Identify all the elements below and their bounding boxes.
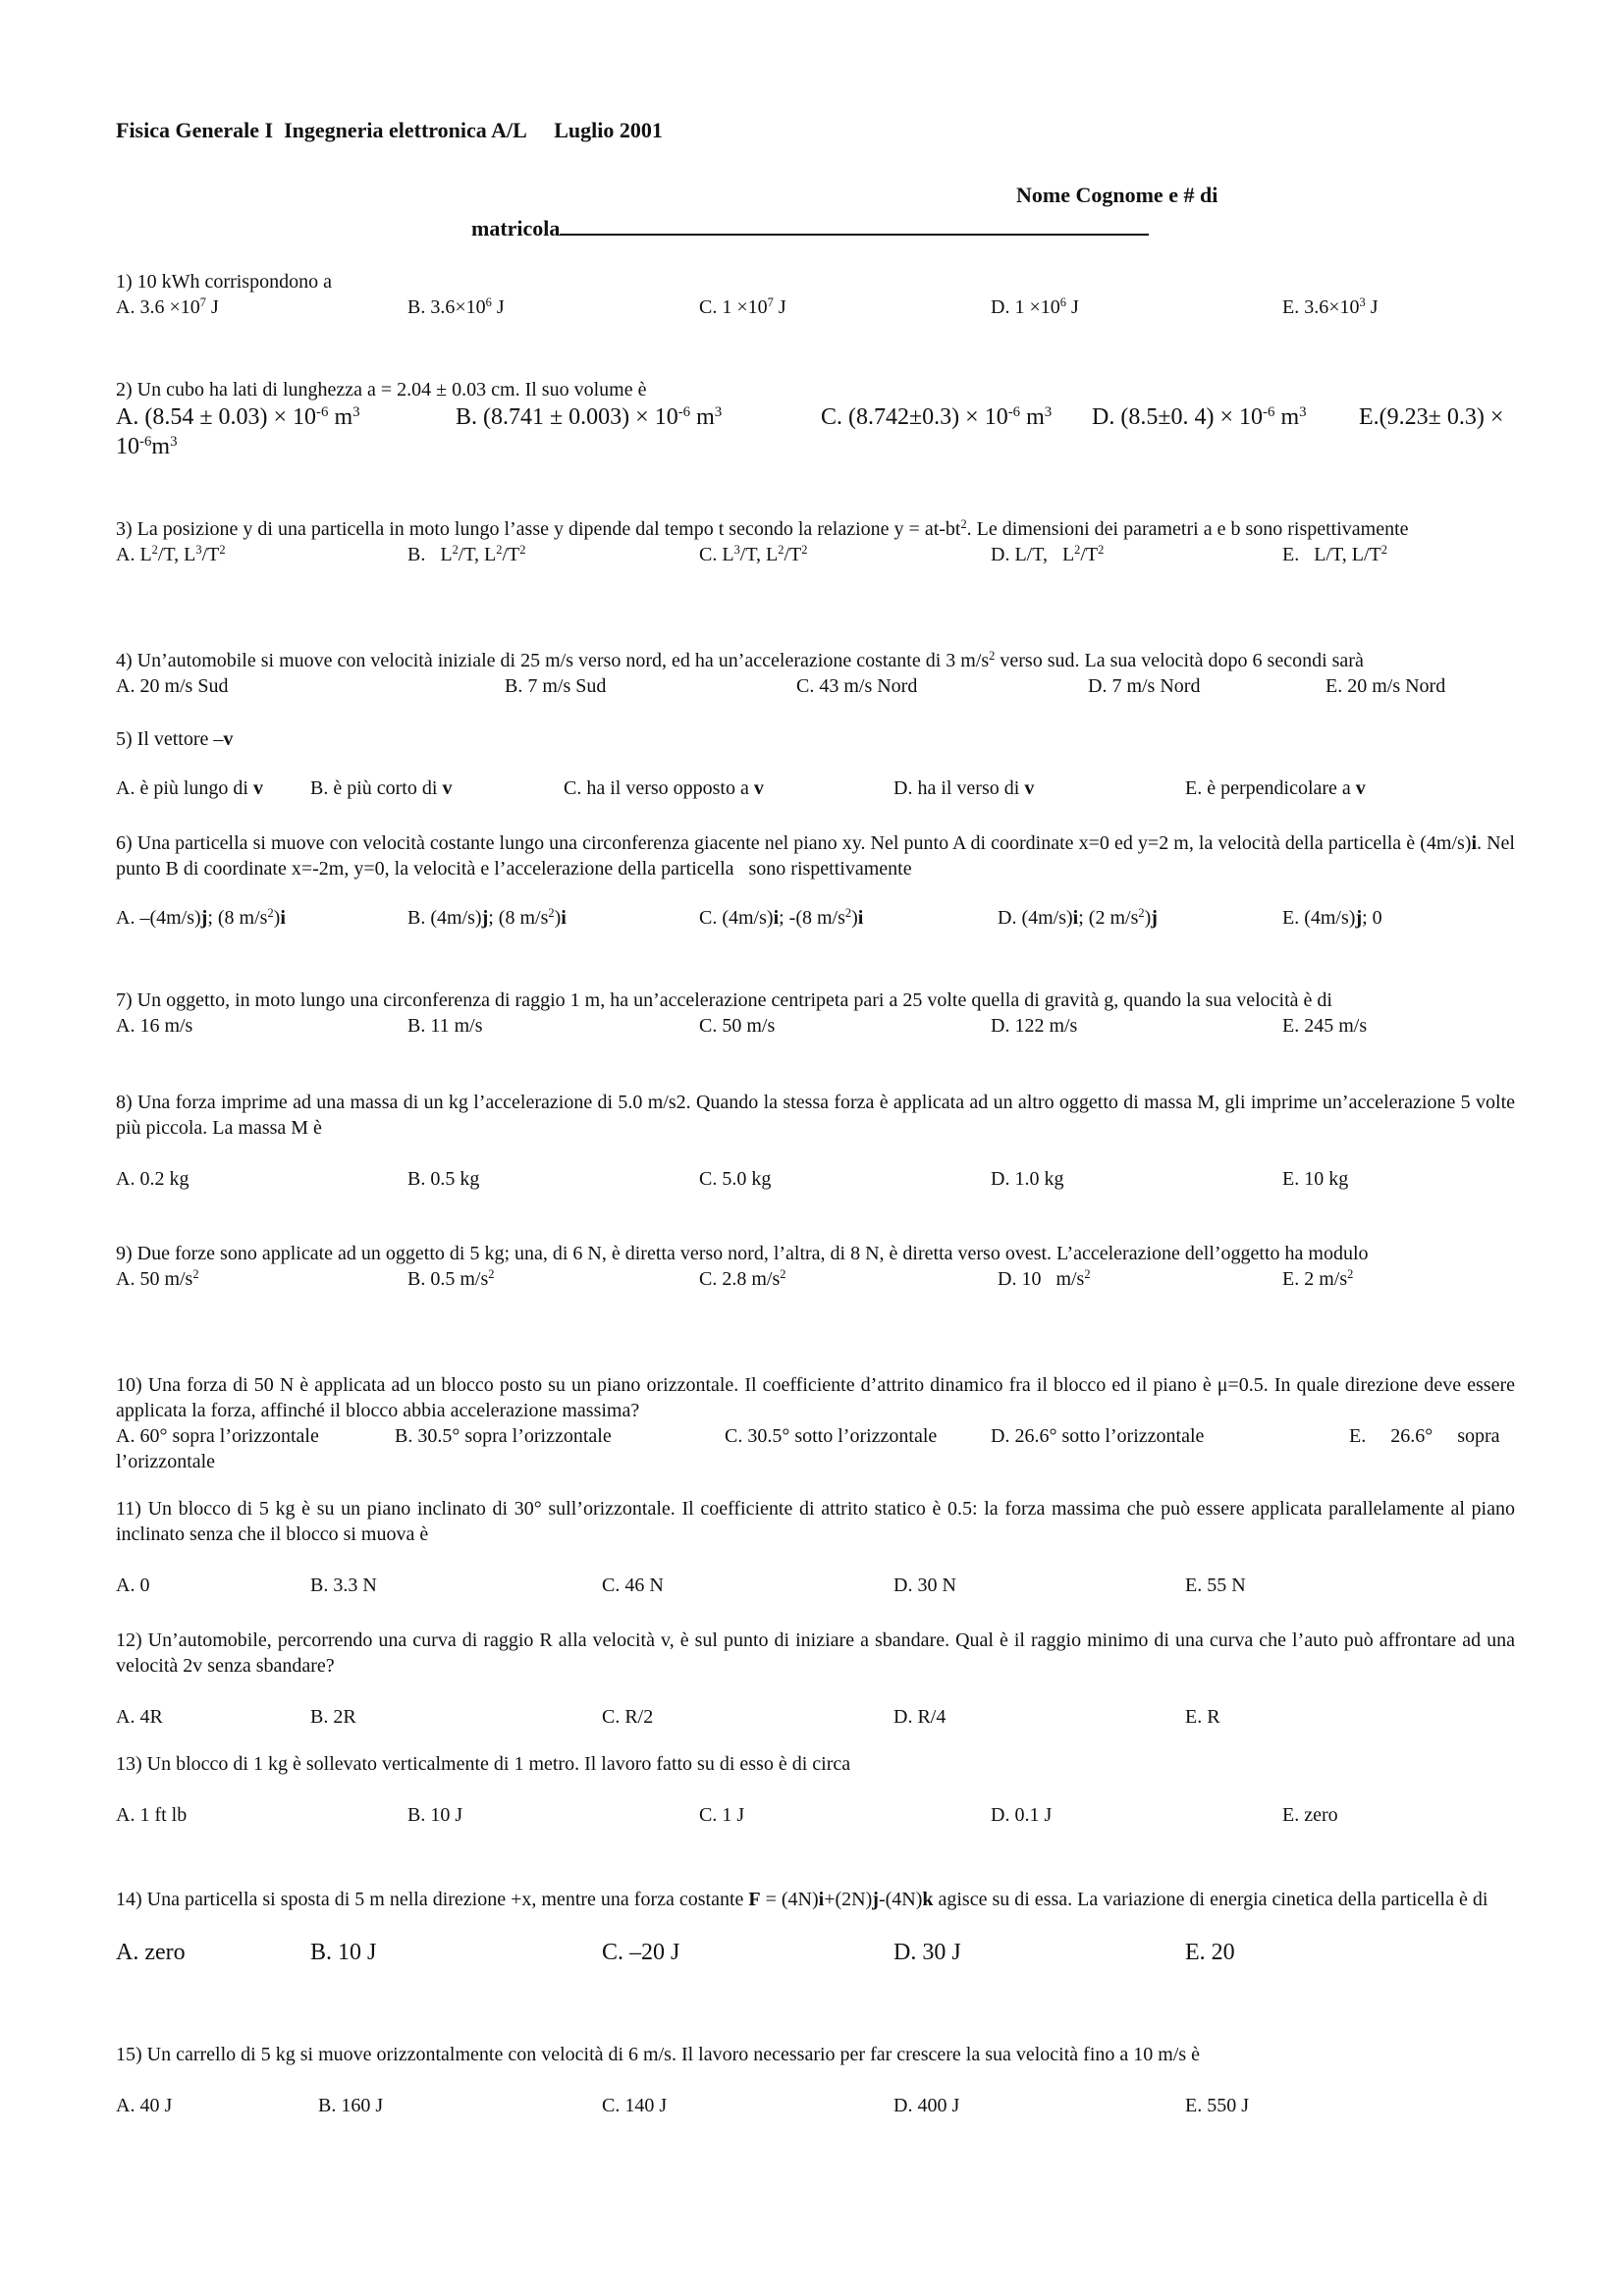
question-7 — [116, 988, 1515, 1039]
question-2 — [116, 377, 1515, 461]
option-b: B. 3.3 N — [310, 1575, 377, 1596]
option-e: E. 20 — [1185, 1940, 1235, 1965]
option-row — [116, 1166, 1515, 1192]
option-d: D. 0.1 J — [991, 1804, 1053, 1826]
option-e: E. 20 m/s Nord — [1325, 675, 1446, 697]
name-label: Nome Cognome e # di — [1016, 183, 1218, 207]
option-a: A. 50 $m/s^2$ — [116, 1267, 199, 1290]
question-stem: 12) Un’automobile, percorrendo una curva di raggio R alla velocità v, è sul punto di iniziare a sbandare. Qual è il raggio minimo di una curva che l’auto può affrontare ad una velocità 2v senza sbandare? — [116, 1629, 1515, 1677]
option-d: D. R/4 — [893, 1706, 947, 1728]
option-c: C. 46 N — [602, 1575, 664, 1596]
option-b: B. (4m/s)j; (8 $m/s^2)i$ — [407, 906, 567, 929]
option-b: B. 0.5 $m/s^2$ — [407, 1267, 495, 1290]
matricola-row — [471, 214, 1149, 241]
option-d: D. 26.6° sotto l’orizzontale — [991, 1425, 1205, 1447]
matricola-label: matricola — [471, 216, 561, 240]
option-c: C. 50 m/s — [699, 1015, 776, 1037]
option-a: A. 16 m/s — [116, 1015, 193, 1037]
option-d: D. 30 J — [893, 1940, 961, 1965]
option-e: E. R — [1185, 1706, 1220, 1728]
question-12 — [116, 1628, 1515, 1730]
question-4 — [116, 648, 1515, 699]
option-b: B. 160 J — [318, 2095, 384, 2116]
option-b: B. $3.6\times 10^6$ J — [407, 295, 505, 318]
question-stem: 11) Un blocco di 5 kg è su un piano inclinato di 30° sull’orizzontale. Il coefficiente di attrito statico è 0.5: la forza massima che può essere applicata parallelamente al piano inclinato senza che il blocco si muova è — [116, 1498, 1515, 1545]
option-a: A. –(4m/s)j; (8 $m/s^2)i$ — [116, 906, 286, 929]
option-d: D. (8.5±0. $4) \times 10^{-6}$ $m^3$ — [1092, 403, 1307, 430]
option-c: C. 5.0 kg — [699, 1168, 772, 1190]
option-e: E. 245 m/s — [1282, 1015, 1368, 1037]
option-row — [116, 1938, 1515, 1967]
option-d: D. ha il verso di v — [893, 777, 1035, 799]
option-d: D. $1 \times 10^6$ J — [991, 295, 1079, 318]
option-b: B. $L^2/T$, $L^2/T^2$ — [407, 543, 526, 565]
option-b: B. 7 m/s Sud — [505, 675, 607, 697]
option-b: B. è più corto di v — [310, 777, 453, 799]
question-1 — [116, 269, 1515, 320]
question-3 — [116, 516, 1515, 567]
option-c: C. 140 J — [602, 2095, 668, 2116]
course-name: Fisica Generale I — [116, 118, 274, 142]
question-stem: 13) Un blocco di 1 kg è sollevato verticalmente di 1 metro. Il lavoro fatto su di esso è di circa — [116, 1753, 851, 1775]
option-row — [116, 1013, 1515, 1039]
option-a: A. 1 ft lb — [116, 1804, 188, 1826]
option-d: D. 400 J — [893, 2095, 960, 2116]
option-b: B. 30.5° sopra l’orizzontale — [395, 1425, 612, 1447]
option-a: A. è più lungo di v — [116, 777, 263, 799]
option-row — [116, 1423, 1515, 1449]
option-d: D. L/T, $L^2/T^2$ — [991, 543, 1105, 565]
question-15 — [116, 2042, 1515, 2118]
option-e: E. 2 $m/s^2$ — [1282, 1267, 1354, 1290]
option-row — [116, 905, 1515, 931]
option-row — [116, 1573, 1515, 1598]
question-9 — [116, 1241, 1515, 1292]
option-a: A. 20 m/s Sud — [116, 675, 229, 697]
option-a: A. 40 J — [116, 2095, 173, 2116]
question-8 — [116, 1090, 1515, 1192]
option-row — [116, 1802, 1515, 1828]
option-b: B. 11 m/s — [407, 1015, 483, 1037]
option-c: C. $L^3/T$, $L^2/T^2$ — [699, 543, 808, 565]
option-e: E. 26.6° sopra — [1349, 1425, 1500, 1447]
option-row — [116, 2093, 1515, 2118]
matricola-blank-line — [560, 214, 1149, 236]
option-d: D. 30 N — [893, 1575, 956, 1596]
option-d: D. 10 $m/s^2$ — [998, 1267, 1091, 1290]
option-c: C. $1 \times 10^7$ J — [699, 295, 786, 318]
option-a: A. zero — [116, 1940, 186, 1965]
option-e: E. L/T, $L/T^2$ — [1282, 543, 1387, 565]
option-c: C. R/2 — [602, 1706, 654, 1728]
option-c: C. –20 J — [602, 1940, 680, 1965]
option-e-continuation: l’orizzontale — [116, 1451, 216, 1472]
option-d: D. (4m/s)i; (2 $m/s^2)j$ — [998, 906, 1158, 929]
option-a: A. 0 — [116, 1575, 150, 1596]
exam-date: Luglio 2001 — [554, 118, 663, 142]
option-row — [116, 542, 1515, 567]
question-stem: 9) Due forze sono applicate ad un oggetto di 5 kg; una, di 6 N, è diretta verso nord, l’altra, di 8 N, è diretta verso ovest. L’accelerazione dell’oggetto ha modulo — [116, 1243, 1369, 1264]
option-d: D. 1.0 kg — [991, 1168, 1064, 1190]
option-c: C. 30.5° sotto l’orizzontale — [725, 1425, 938, 1447]
option-e: E. 55 N — [1185, 1575, 1246, 1596]
question-stem: 5) Il vettore –v — [116, 728, 234, 750]
option-e: E. (4m/s)j; 0 — [1282, 907, 1382, 929]
question-stem: 10) Una forza di 50 N è applicata ad un blocco posto su un piano orizzontale. Il coefficiente d’attrito dinamico fra il blocco ed il piano è μ=0.5. In quale direzione deve essere applicata la forza, affinché il blocco abbia accelerazione massima? — [116, 1374, 1515, 1421]
option-row — [116, 1266, 1515, 1292]
question-5 — [116, 726, 1515, 801]
option-c: C. 1 J — [699, 1804, 745, 1826]
degree-name: Ingegneria elettronica A/L — [284, 118, 527, 142]
question-stem: 8) Una forza imprime ad una massa di un kg l’accelerazione di 5.0 m/s2. Quando la stessa forza è applicata ad un altro oggetto di massa M, gli imprime un’accelerazione 5 volte più piccola. La massa M è — [116, 1092, 1515, 1139]
option-c: C. 43 m/s Nord — [796, 675, 918, 697]
exam-title — [116, 118, 663, 143]
question-stem: 1) 10 kWh corrispondono a — [116, 271, 332, 293]
option-d: D. 122 m/s — [991, 1015, 1078, 1037]
option-row — [116, 1704, 1515, 1730]
option-a: A. 4R — [116, 1706, 163, 1728]
option-e: E. $3.6\times 10^3$ J — [1282, 295, 1379, 318]
option-a: A. $L^2/T$, $L^3/T^2$ — [116, 543, 226, 565]
option-e: E. 10 kg — [1282, 1168, 1349, 1190]
option-row — [116, 775, 1515, 801]
question-stem: 3) La posizione y di una particella in moto lungo l’asse y dipende dal tempo t secondo la relazione $y = at-bt^2$. Le dimensioni dei parametri a e b sono rispettivamente — [116, 517, 1409, 540]
question-stem: 15) Un carrello di 5 kg si muove orizzontalmente con velocità di 6 m/s. Il lavoro necessario per far crescere la sua velocità fino a 10 m/s è — [116, 2044, 1201, 2065]
option-e: E.(9.23± 0.3) × — [1359, 404, 1504, 430]
question-13 — [116, 1751, 1515, 1828]
option-d: D. 7 m/s Nord — [1088, 675, 1201, 697]
question-stem: 2) Un cubo ha lati di lunghezza a = 2.04 ± 0.03 cm. Il suo volume è — [116, 379, 647, 400]
option-a: A. 60° sopra l’orizzontale — [116, 1425, 319, 1447]
question-stem: 14) Una particella si sposta di 5 m nella direzione +x, mentre una forza costante F = (4N)i+(2N)j-(4N)k agisce su di essa. La variazione di energia cinetica della particella è di — [116, 1889, 1488, 1910]
question-stem: 6) Una particella si muove con velocità costante lungo una circonferenza giacente nel piano xy. Nel punto A di coordinate x=0 ed y=2 m, la velocità della particella è (4m/s)i. Nel punto B di coordinate x=-2m, y=0, la velocità e l’accelerazione della particella sono rispettivamente — [116, 832, 1515, 880]
option-b: B. 10 J — [407, 1804, 463, 1826]
question-stem: 4) Un’automobile si muove con velocità iniziale di 25 m/s verso nord, ed ha un’accelerazione costante di 3 $m/s^2$ verso sud. La sua velocità dopo 6 secondi sarà — [116, 649, 1364, 671]
option-row — [116, 402, 1515, 432]
option-c: C. $(8.742\pm 0.3) \times 10^{-6}$ $m^3$ — [821, 403, 1053, 430]
option-e: E. 550 J — [1185, 2095, 1249, 2116]
option-e: E. zero — [1282, 1804, 1338, 1826]
option-b: B. 10 J — [310, 1940, 377, 1965]
option-row — [116, 673, 1515, 699]
option-a: A. 0.2 kg — [116, 1168, 189, 1190]
option-b: B. 0.5 kg — [407, 1168, 480, 1190]
option-e-continuation: $10^{-6}m^3$ — [116, 433, 178, 459]
question-stem: 7) Un oggetto, in moto lungo una circonferenza di raggio 1 m, ha un’accelerazione centripeta pari a 25 volte quella di gravità g, quando la sua velocità è di — [116, 989, 1332, 1011]
option-a: A. $3.6 \times 10^7$ J — [116, 295, 219, 318]
option-e: E. è perpendicolare a v — [1185, 777, 1366, 799]
option-b: B. $(8.741 \pm 0.003) \times 10^{-6}$ $m^3$ — [456, 403, 723, 430]
question-14 — [116, 1887, 1515, 1967]
option-a: A. $(8.54 \pm 0.03) \times 10^{-6}$ $m^3$ — [116, 403, 360, 430]
option-b: B. 2R — [310, 1706, 356, 1728]
option-c: C. (4m/s)i; -(8 $m/s^2)i$ — [699, 906, 864, 929]
question-11 — [116, 1496, 1515, 1598]
question-6 — [116, 830, 1515, 931]
question-10 — [116, 1372, 1515, 1474]
option-c: C. ha il verso opposto a v — [564, 777, 764, 799]
option-c: C. 2.8 $m/s^2$ — [699, 1267, 786, 1290]
option-row — [116, 294, 1515, 320]
